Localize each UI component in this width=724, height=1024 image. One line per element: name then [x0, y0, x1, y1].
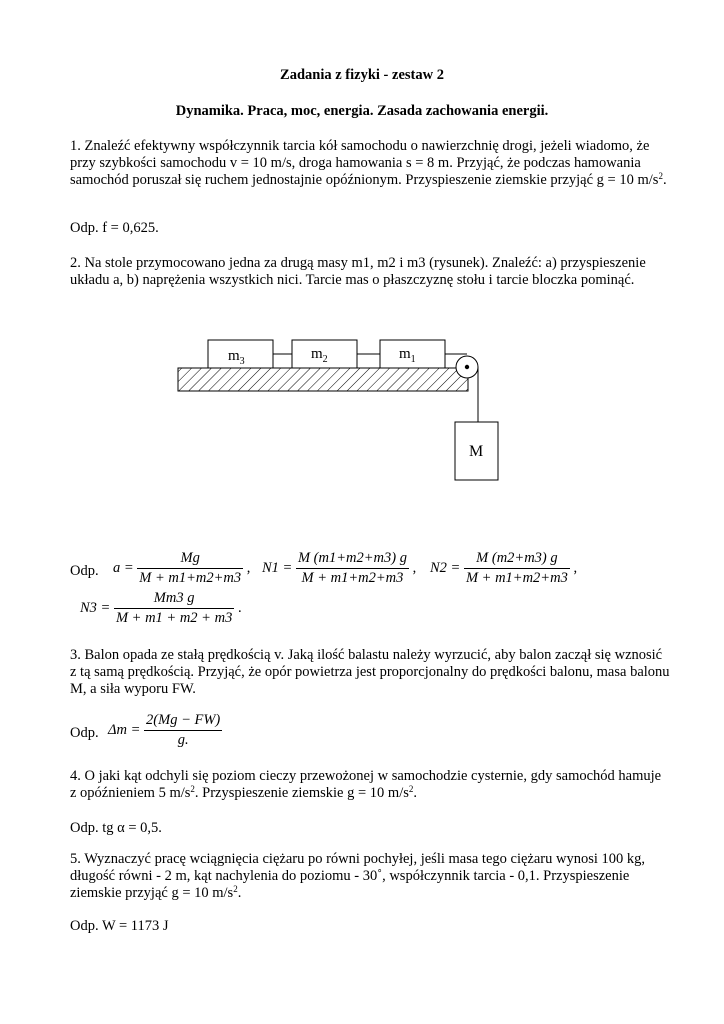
page-subtitle: Dynamika. Praca, moc, energia. Zasada zachowania energii. — [175, 103, 549, 119]
pulley-axle — [465, 365, 469, 369]
formula-a-num: Mg — [137, 550, 243, 569]
problem-1-text: 1. Znaleźć efektywny współczynnik tarcia kół samochodu o nawierzchnię drogi, jeżeli wiadomo, że przy szybkości samochodu v = 10 m/s, droga hamowania s = 8 m. Przyjąć, że podczas hamowania samochód poruszał się ruchem jednostajnie opóźnionym. Przyspieszenie ziemskie przyjąć g = 10 $m/s^2$. — [70, 138, 667, 188]
formula-delta-m-num: 2(Mg − FW) — [144, 712, 222, 731]
formula-delta-m: Δm = $\frac{2(Mg - FW)}{g.}$ — [108, 712, 221, 748]
page-title: Zadania z fizyki - zestaw 2 — [280, 67, 444, 83]
formula-n2: N2 = $\frac{M (m2+m3) g}{M + m1+m2+m3}$ , — [430, 550, 578, 586]
formula-delta-m-lhs: Δm — [108, 721, 127, 738]
formula-n3-num: Mm3 g — [114, 590, 234, 609]
formula-n3: N3 = $\frac{Mm3 g}{M + m1 + m2 + m3}$ . — [80, 590, 242, 626]
problem-3-answer-label: Odp. — [70, 725, 99, 741]
formula-n2-num: M (m2+m3) g — [464, 550, 570, 569]
pulley-figure — [170, 330, 510, 490]
label-M: M — [469, 443, 484, 460]
formula-n1-den: M + m1+m2+m3 — [301, 570, 404, 586]
problem-2-text — [70, 255, 670, 289]
formula-a: a = $\frac{Mg}{M + m1+m2+m3}$ , — [113, 550, 251, 586]
problem-4-answer: Odp. tg α = 0,5. — [70, 820, 162, 836]
problem-2-text-content: 2. Na stole przymocowano jedna za drugą masy m1, m2 i m3 (rysunek). Znaleźć: a) przyspieszenie układu a, b) naprężenia wszystkich nici. Tarcie mas o płaszczyznę stołu i tarcie bloczka pominąć. — [70, 255, 646, 288]
formula-n1-num: M (m1+m2+m3) g — [296, 550, 409, 569]
label-m3: $m_3$ — [228, 348, 245, 367]
table — [178, 368, 468, 391]
formula-n2-den: M + m1+m2+m3 — [465, 570, 568, 586]
problem-2-answer-label: Odp. — [70, 563, 99, 579]
formula-n3-lhs: N3 — [80, 599, 97, 616]
formula-n3-den: M + m1 + m2 + m3 — [115, 610, 233, 626]
formula-n1: N1 = $\frac{M (m1+m2+m3) g}{M + m1+m2+m3}$ , — [262, 550, 417, 586]
problem-5-answer: Odp. W = 1173 J — [70, 918, 169, 934]
formula-n1-lhs: N1 — [262, 559, 279, 576]
problem-5-text: 5. Wyznaczyć pracę wciągnięcia ciężaru po równi pochyłej, jeśli masa tego ciężaru wynosi 100 kg, długość równi - 2 m, kąt nachylenia do poziomu - 30˚, współczynnik tarcia - 0,1. Przyspieszenie ziemskie przyjąć g = 10 $m/s^2$. — [70, 851, 646, 901]
label-m2: $m_2$ — [311, 346, 328, 365]
formula-n2-lhs: N2 — [430, 559, 447, 576]
problem-3-text-content: 3. Balon opada ze stałą prędkością v. Jaką ilość balastu należy wyrzucić, aby balon zaczął się wznosić z tą samą prędkością. Przyjąć, że opór powietrza jest proporcjonalny do prędkości balonu, masa balonu M, a siła wyporu FW. — [70, 647, 670, 697]
formula-delta-m-den: g. — [177, 732, 189, 748]
label-m1: $m_1$ — [399, 346, 416, 365]
formula-a-den: M + m1+m2+m3 — [139, 570, 242, 586]
problem-4-text: 4. O jaki kąt odchyli się poziom cieczy przewożonej w samochodzie cysternie, gdy samochód hamuje z opóźnieniem 5 $m/s^2$. Przyspieszenie ziemskie g = 10 $m/s^2$. — [70, 768, 662, 801]
problem-3-text — [70, 647, 670, 698]
formula-a-lhs: a — [113, 559, 121, 576]
problem-1-answer: Odp. f = 0,625. — [70, 220, 159, 236]
